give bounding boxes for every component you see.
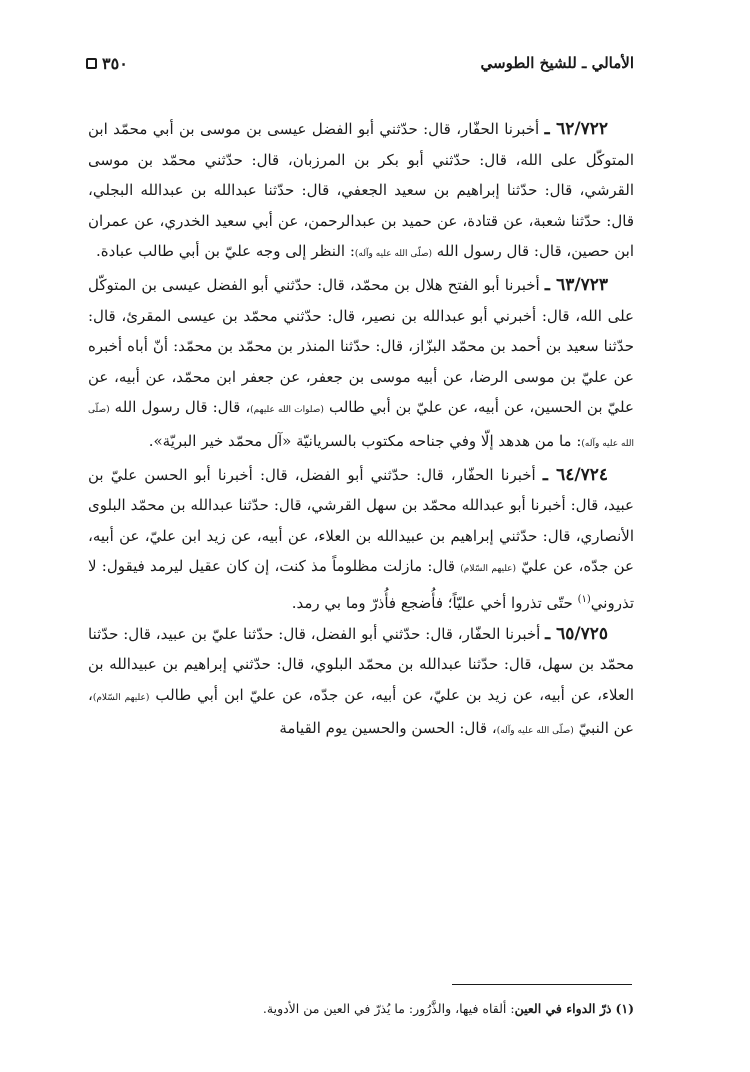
page-number-block	[86, 54, 128, 73]
page-number: ٣٥٠	[102, 54, 128, 73]
hadith-text: حتّى تذروا أخي عليّاً؛ فأُضجع فأُذرّ وما بي رمد.	[291, 593, 578, 612]
footnote-separator	[452, 984, 632, 985]
hadith-text: ، قال: قال رسول الله	[114, 398, 251, 417]
hadith-paragraph	[88, 619, 634, 747]
book-title: الأمالي ـ للشيخ الطوسي	[480, 54, 634, 72]
running-header	[86, 52, 634, 82]
hadith-text: أخبرنا أبو الفتح هلال بن محمّد، قال: حدّثني أبو الفضل عيسى بن المتوكّل على الله، قال: أخبرني أبو عبدالله بن نصير، قال: حدّثني محمّد بن عيسى المقرئ، قال: حدّثنا سعيد بن أحمد بن محمّد البزّاز، قال: حدّثنا المنذر بن محمّد بن محمّد: أنّ أباه أخبره عن عليّ بن موسى الرضا، عن أبيه موسى بن جعفر، عن جعفر ابن محمّد، عن أبيه، عن عليّ بن الحسين، عن أبيه، عن عليّ بن أبي طالب	[88, 275, 634, 417]
hadith-paragraph	[88, 460, 634, 619]
honorific: (صلّى الله عليه وآله)	[496, 726, 574, 737]
hadith-text: قال: مازلت مظلوماً مذ كنت، إن كان عقيل ليرمد فيقول: لا تذروني	[88, 557, 634, 612]
footnote	[88, 998, 634, 1020]
hadith-text: : ما من هدهد إلّا وفي جناحه مكتوب بالسريانيّة «آل محمّد خير البريّة».	[148, 431, 582, 450]
hadith-text: : النظر إلى وجه عليّ بن أبي طالب عبادة.	[96, 242, 355, 261]
hadith-text: أخبرنا الحفّار، قال: حدّثني أبو الفضل عيسى بن موسى بن أبي محمّد ابن المتوكّل على الله، قال: حدّثني أبو بكر بن المرزبان، قال: حدّثني محمّد بن موسى القرشي، قال: حدّثنا إبراهيم بن سعيد الجعفي، قال: حدّثنا عبدالله بن عبدالله البجلي، قال: حدّثنا شعبة، عن قتادة، عن حميد بن عبدالرحمن، عن أبي سعيد الخدري، عن عمران ابن حصين، قال: قال رسول الله	[88, 120, 634, 261]
hadith-number: ٦٥/٧٢٥ ـ	[545, 623, 608, 644]
footnote-reference[interactable]: (١)	[577, 593, 591, 605]
hadith-text: أخبرنا الحفّار، قال: حدّثني أبو الفضل، قال: حدّثنا عليّ بن عبيد، قال: حدّثنا محمّد بن سهل، قال: حدّثنا عبدالله بن محمّد البلوي، قال: حدّثني إبراهيم بن عبيدالله بن العلاء، عن أبيه، عن زيد بن عليّ، عن أبيه، عن جدّه، عن عليّ ابن أبي طالب	[88, 624, 634, 704]
footnote-text: : ألقاه فيها، والذَّرُور: ما يُذرّ في العين من الأدوية.	[262, 1001, 515, 1016]
hadith-number: ٦٢/٧٢٢ ـ	[544, 119, 608, 139]
honorific: (عليهم السّلام)	[460, 564, 517, 575]
hadith-text: ، قال: الحسن والحسين يوم القيامة	[279, 719, 497, 738]
footnote-marker: (١)	[615, 1001, 634, 1016]
square-ornament-icon	[86, 58, 97, 69]
hadith-number: ٦٣/٧٢٣ ـ	[544, 274, 608, 295]
main-text	[88, 114, 634, 747]
hadith-paragraph	[88, 114, 634, 270]
honorific: (صلوات الله عليهم)	[250, 405, 324, 416]
honorific: (عليهم السّلام)	[92, 692, 150, 703]
honorific: (صلّى الله عليه وآله)	[354, 249, 432, 260]
honorific: (صلّى الله عليه وآله)	[88, 405, 634, 449]
hadith-text: ، عن النبيّ	[88, 685, 634, 738]
hadith-paragraph	[88, 270, 634, 460]
footnote-term: ذرّ الدواء في العين	[514, 1001, 612, 1016]
hadith-number: ٦٤/٧٢٤ ـ	[542, 464, 608, 485]
hadith-text: أخبرنا الحفّار، قال: حدّثني أبو الفضل، قال: أخبرنا أبو الحسن عليّ بن عبيد، قال: أخبرنا أبو عبدالله محمّد بن سهل القرشي، قال: حدّثنا عبدالله بن محمّد البلوى الأنصاري، قال: حدّثني إبراهيم بن عبيدالله بن العلاء، عن أبيه، عن زيد ابن عليّ، عن أبيه، عن جدّه، عن عليّ	[88, 465, 634, 576]
